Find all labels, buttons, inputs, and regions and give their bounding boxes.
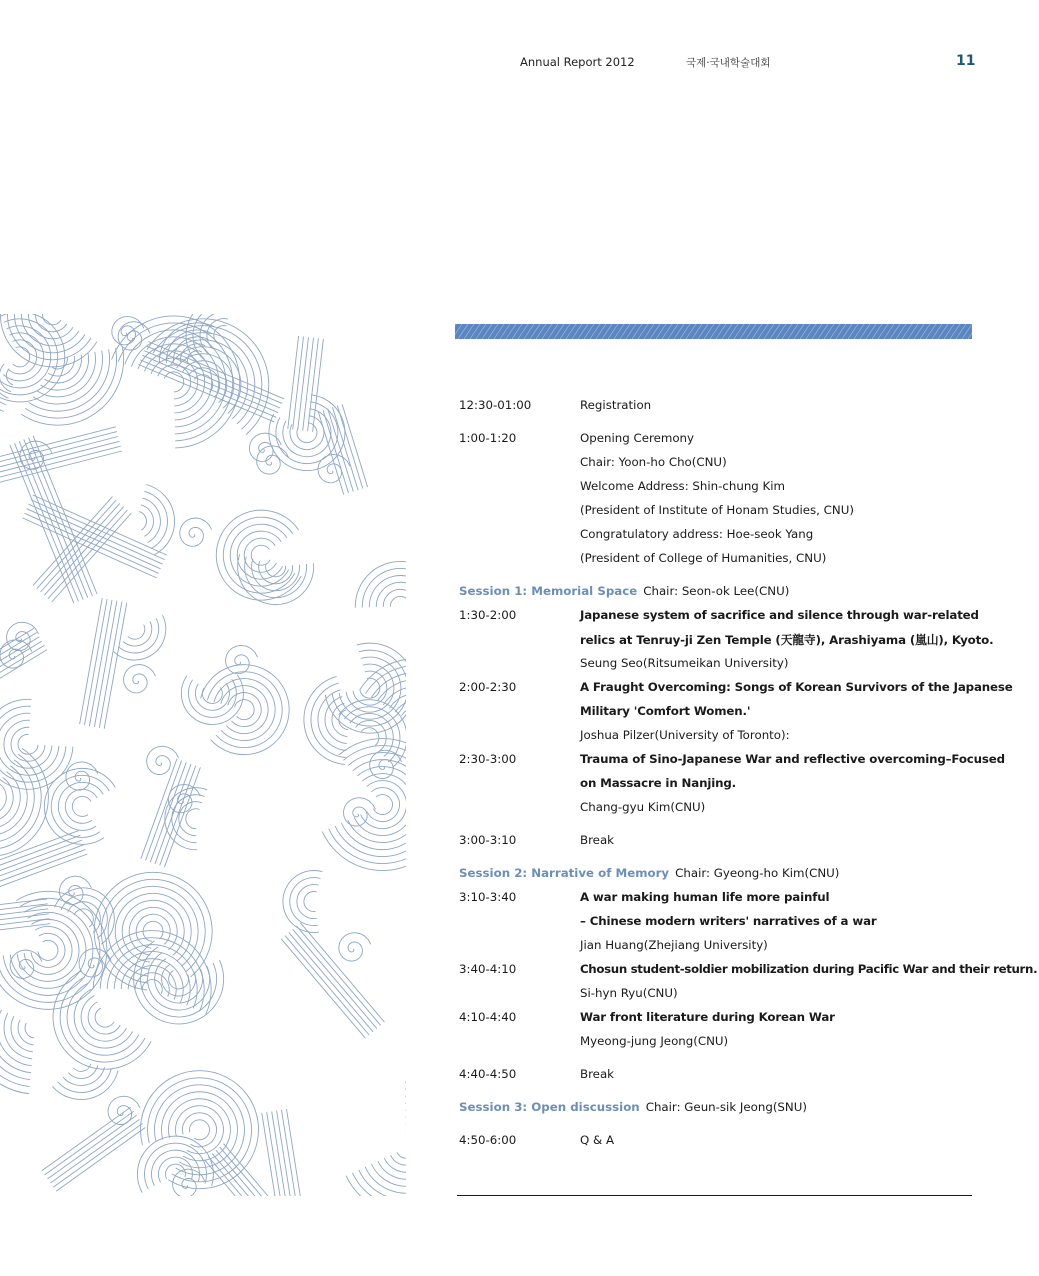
- session-title: Session 3: Open discussion: [459, 1100, 640, 1114]
- time-slot: 4:40-4:50: [459, 1067, 517, 1081]
- schedule-row: [459, 546, 975, 570]
- header-report-title: Annual Report 2012: [520, 55, 635, 69]
- schedule-row: [459, 885, 975, 909]
- schedule-item: Congratulatory address: Hoe-seok Yang: [580, 527, 814, 541]
- schedule-item: Opening Ceremony: [580, 431, 695, 445]
- talk-speaker: Myeong-jung Jeong(CNU): [580, 1034, 729, 1048]
- schedule-item: (President of Institute of Honam Studies, CNU): [580, 503, 854, 517]
- schedule-row: [459, 1062, 975, 1086]
- session-chair: Chair: Seon-ok Lee(CNU): [643, 584, 790, 598]
- time-slot: 2:00-2:30: [459, 680, 517, 694]
- schedule-row: [459, 393, 975, 417]
- schedule-row: [459, 909, 975, 933]
- schedule-row: [459, 828, 975, 852]
- schedule-row: [459, 1128, 975, 1152]
- schedule-row: [459, 981, 975, 1005]
- decorative-blue-band: [455, 324, 972, 339]
- session-heading: [459, 1095, 975, 1119]
- talk-title: Chosun student-soldier mobilization during Pacific War and their return.: [580, 962, 1038, 976]
- schedule-item: Break: [580, 1067, 615, 1081]
- talk-title: War front literature during Korean War: [580, 1010, 835, 1024]
- page-number: 11: [956, 53, 976, 69]
- time-slot: 3:10-3:40: [459, 890, 517, 904]
- talk-title: A war making human life more painful: [580, 890, 830, 904]
- talk-speaker: Si-hyn Ryu(CNU): [580, 986, 678, 1000]
- schedule-row: [459, 474, 975, 498]
- time-slot: 1:00-1:20: [459, 431, 517, 445]
- schedule-row: [459, 426, 975, 450]
- talk-title: Military 'Comfort Women.': [580, 704, 751, 718]
- session-chair: Chair: Geun-sik Jeong(SNU): [645, 1100, 807, 1114]
- schedule-row: [459, 651, 975, 675]
- time-slot: 3:00-3:10: [459, 833, 517, 847]
- time-slot: 1:30-2:00: [459, 608, 517, 622]
- session-title: Session 1: Memorial Space: [459, 584, 638, 598]
- schedule-item: Chair: Yoon-ho Cho(CNU): [580, 455, 727, 469]
- schedule-row: [459, 795, 975, 819]
- schedule-row: [459, 723, 975, 747]
- talk-speaker: Seung Seo(Ritsumeikan University): [580, 656, 789, 670]
- header-korean-title: 국제·국내학술대회: [686, 57, 771, 69]
- talk-title: – Chinese modern writers' narratives of a war: [580, 914, 877, 928]
- schedule-item: Break: [580, 833, 615, 847]
- schedule-row: [459, 933, 975, 957]
- time-slot: 4:10-4:40: [459, 1010, 517, 1024]
- time-slot: 2:30-3:00: [459, 752, 517, 766]
- schedule-row: [459, 1005, 975, 1029]
- program-schedule: [459, 393, 1038, 1152]
- schedule-row: [459, 675, 1013, 699]
- talk-speaker: Joshua Pilzer(University of Toronto):: [580, 728, 790, 742]
- talk-title: Japanese system of sacrifice and silence through war-related: [580, 608, 979, 622]
- schedule-item: Registration: [580, 398, 652, 412]
- session-chair: Chair: Gyeong-ho Kim(CNU): [675, 866, 840, 880]
- schedule-row: [459, 957, 1038, 981]
- talk-title: A Fraught Overcoming: Songs of Korean Survivors of the Japanese: [580, 680, 1013, 694]
- schedule-row: [459, 627, 994, 651]
- decorative-swirl-pattern: [0, 314, 406, 1196]
- schedule-row: [459, 522, 975, 546]
- talk-speaker: Chang-gyu Kim(CNU): [580, 800, 706, 814]
- schedule-item: (President of College of Humanities, CNU): [580, 551, 827, 565]
- schedule-row: [459, 1029, 975, 1053]
- talk-speaker: Jian Huang(Zhejiang University): [580, 938, 768, 952]
- time-slot: 4:50-6:00: [459, 1133, 517, 1147]
- talk-title: relics at Tenruy-ji Zen Temple (天龍寺), Arashiyama (嵐山), Kyoto.: [580, 632, 994, 647]
- bottom-rule: [457, 1195, 972, 1196]
- session-title: Session 2: Narrative of Memory: [459, 866, 670, 880]
- schedule-row: [459, 603, 979, 627]
- talk-title: on Massacre in Nanjing.: [580, 776, 736, 790]
- schedule-row: [459, 747, 1005, 771]
- schedule-row: [459, 699, 975, 723]
- session-heading: [459, 861, 975, 885]
- schedule-row: [459, 771, 975, 795]
- schedule-row: [459, 498, 975, 522]
- schedule-item: Welcome Address: Shin-chung Kim: [580, 479, 786, 493]
- schedule-item: Q & A: [580, 1133, 615, 1147]
- time-slot: 3:40-4:10: [459, 962, 517, 976]
- talk-title: Trauma of Sino-Japanese War and reflective overcoming–Focused: [580, 752, 1005, 766]
- session-heading: [459, 579, 975, 603]
- schedule-row: [459, 450, 975, 474]
- time-slot: 12:30-01:00: [459, 398, 532, 412]
